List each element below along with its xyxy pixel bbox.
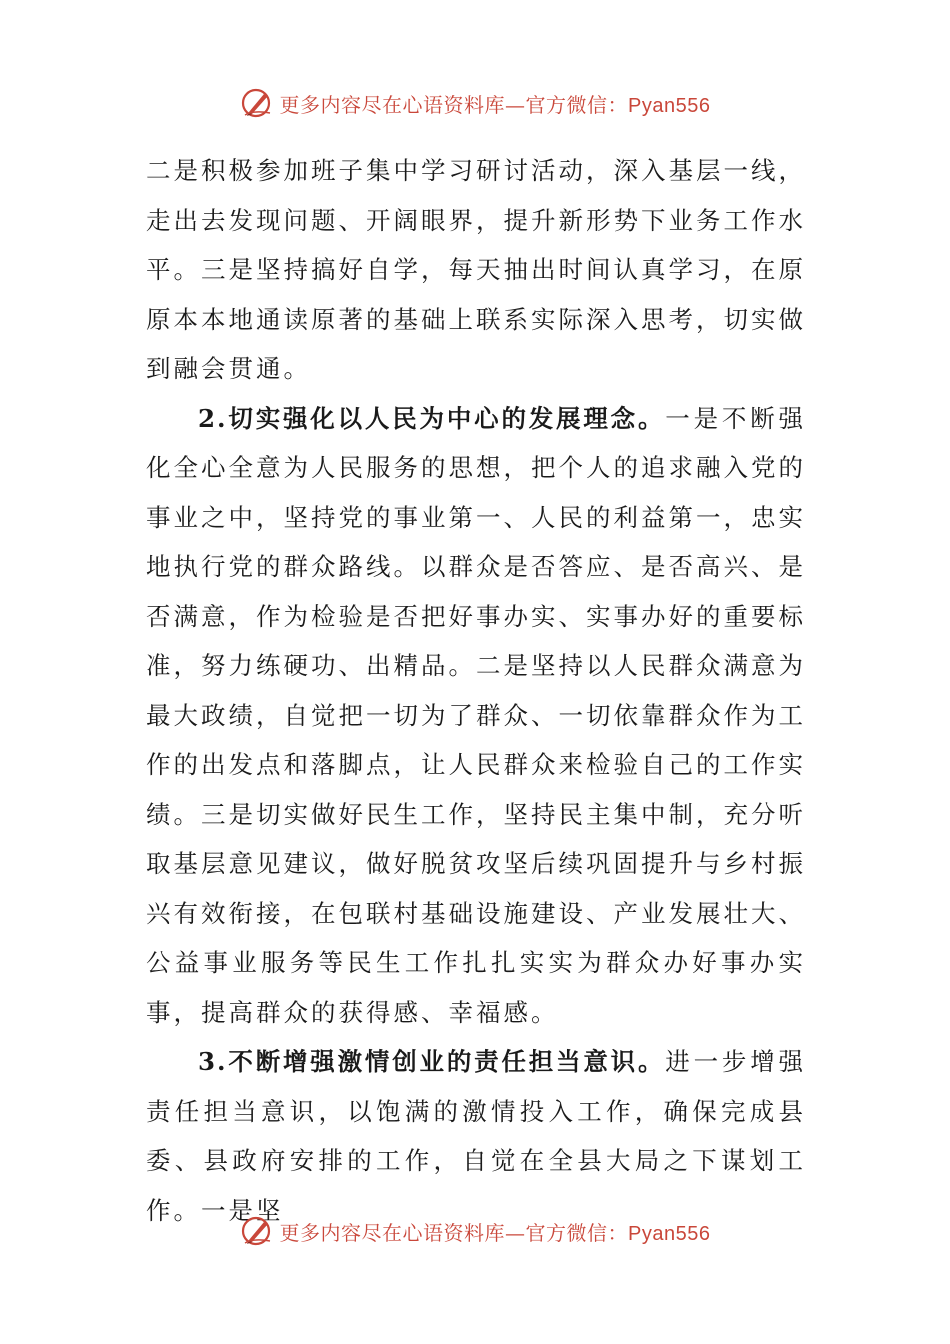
header-watermark [0, 83, 950, 123]
watermark-text: 更多内容尽在心语资料库—官方微信：Pyan556 [279, 92, 711, 117]
paragraph-1-body: 二是积极参加班子集中学习研讨活动，深入基层一线，走出去发现问题、开阔眼界，提升新形势下业务工作水平。三是坚持搞好自学，每天抽出时间认真学习，在原原本本地通读原著的基础上联系实际深入思考，切实做到融会贯通。 [146, 156, 806, 383]
document-body [146, 146, 806, 1235]
wechat-id: Pyan556 [628, 1222, 711, 1245]
paragraph-1 [146, 146, 806, 394]
paragraph-3-body: 进一步增强责任担当意识，以饱满的激情投入工作，确保完成县委、县政府安排的工作，自觉在全县大局之下谋划工作。一是坚 [146, 1047, 807, 1225]
paragraph-2-body: 一是不断强化全心全意为人民服务的思想，把个人的追求融入党的事业之中，坚持党的事业第一、人民的利益第一，忠实地执行党的群众路线。以群众是否答应、是否高兴、是否满意，作为检验是否把好事办实、实事办好的重要标准，努力练硬功、出精品。二是坚持以人民群众满意为最大政绩，自觉把一切为了群众、一切依靠群众作为工作的出发点和落脚点，让人民群众来检验自己的工作实绩。三是切实做好民生工作，坚持民主集中制，充分听取基层意见建议，做好脱贫攻坚后续巩固提升与乡村振兴有效衔接，在包联村基础设施建设、产业发展壮大、公益事业服务等民生工作扎扎实实为群众办好事办实事，提高群众的获得感、幸福感。 [146, 403, 807, 1027]
paragraph-2 [146, 394, 806, 1038]
paragraph-2-heading: 2.切实强化以人民为中心的发展理念。 [198, 403, 666, 433]
pen-circle-logo-icon [240, 86, 274, 120]
paragraph-3-heading: 3.不断增强激情创业的责任担当意识。 [198, 1047, 666, 1076]
pen-circle-logo-icon [240, 1214, 274, 1248]
paragraph-3 [146, 1037, 806, 1235]
wechat-id: Pyan556 [628, 94, 711, 117]
footer-watermark [0, 1211, 950, 1251]
watermark-text: 更多内容尽在心语资料库—官方微信：Pyan556 [279, 1220, 711, 1245]
